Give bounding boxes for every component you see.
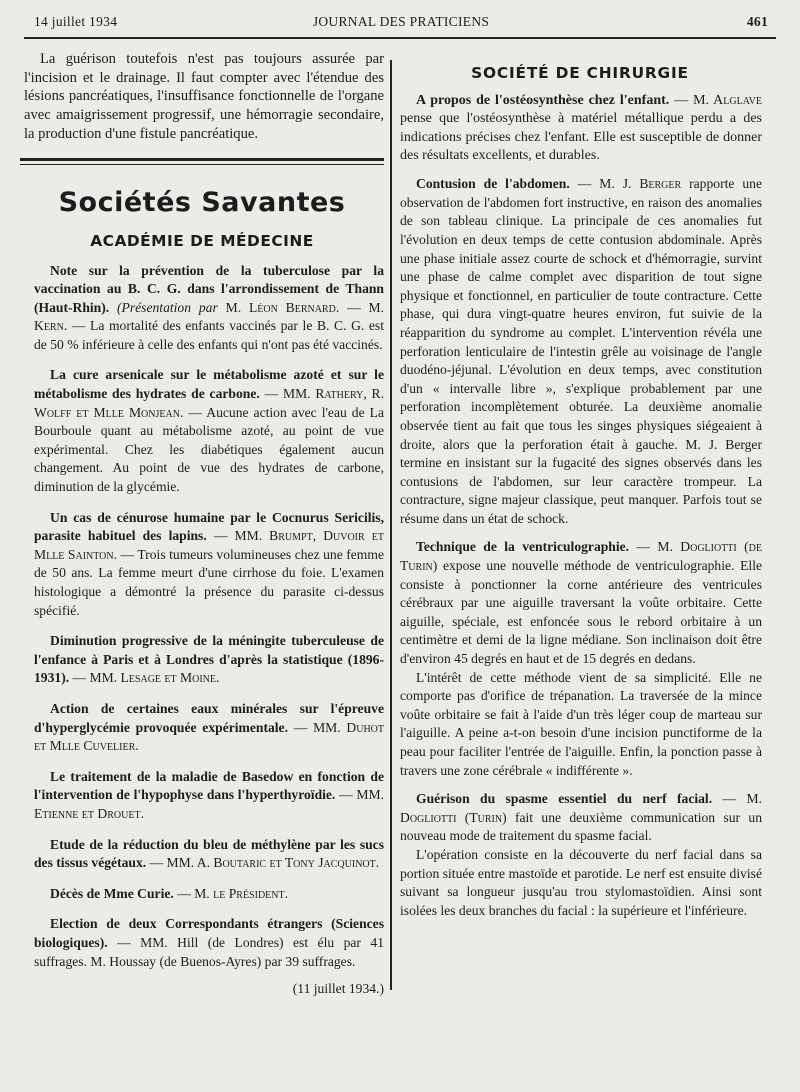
article-text — [400, 175, 762, 528]
article-title: Décès de Mme Curie. — [50, 885, 174, 901]
article-item — [398, 175, 762, 528]
article-body: — Aucune action avec l'eau de La Bourboule quant au métabolisme azoté, au point de vue expérimental. Chez les diabétiques également aucun changement. Au point de vue des hydrates de carbone, diminution de la glycémie. — [34, 404, 384, 495]
article-authors: — MM. Etienne et Drouet. — [34, 787, 384, 821]
article-authors: — MM. Brumpt, Duvoir et Mlle Sainton. — [34, 528, 384, 562]
article-body-continued: L'intérêt de cette méthode vient de sa simplicité. Elle ne comporte pas d'orifice de trépanation. La traversée de la mince voûte orbitaire se fait à l'aide d'un très léger coup de marteau sur l'aiguille. A peine a-t-on besoin d'une incision punctiforme de la peau pour faciliter l'entrée de l'aiguille. Enfin, la ponction passe à travers une zone cérébrale « indifférente ». — [400, 669, 762, 778]
article-text — [400, 790, 762, 846]
header-journal-title: JOURNAL DES PRATICIENS — [312, 14, 490, 29]
section-title: Sociétés Savantes — [58, 186, 346, 218]
dated-signature: (11 juillet 1934.) — [292, 981, 384, 997]
article-item — [20, 915, 384, 971]
article-authors: M. Léon Bernard. — [225, 299, 340, 315]
article-authors: — MM. Rathery, R. Wolff et Mlle Monjean. — [34, 386, 384, 420]
article-text — [34, 700, 384, 756]
article-authors: — M. Dogliotti (Turin) — [400, 791, 762, 825]
article-item — [398, 790, 762, 920]
article-body: — Trois tumeurs volumineuses chez une femme de 50 ans. La femme meurt d'une cirrhose du foie. L'examen histologique a démontré la présence du parasite ci-dessus spécifié. — [34, 546, 384, 618]
article-body: rapporte une observation de l'abdomen fort instructive, en raison des anomalies de son tableau clinique. La principale de ces anomalies fut l'évolution en deux temps de cette contusion abdominale. Après une phase initiale assez courte de schock et d'hémorragie, survint une phase de calme complet avec disparition de tout signe physique et fonctionnel, en particulier de toute contracture. Cette phase, qui dura vingt-quatre heures environ, fut suivie de la réapparition du syndrome au complet. L'intervention révéla une perforation lenticulaire de l'intestin grêle au voisinage de l'angle duodéno-jéjunal. L'évolution en deux temps, avec constitution d'un « intervalle libre », s'explique probablement par une perforation incomplètement obturée. La deuxième anomalie observée tient au fait que tous les singes physiques siégeaient à droite, alors que la perforation était à gauche. M. J. Berger termine en insistant sur la fugacité des signes observés dans les contusions de l'abdomen, sur leur caractère trompeur. La contracture, signe majeur classique, peut manquer. Parfois tout se résume dans un état de schock. — [400, 176, 762, 526]
article-authors: — M. Alglave — [674, 93, 762, 108]
article-authors: — MM. Hill (de Londres) est élu par 41 suffrages. M. Houssay (de Buenos-Ayres) par 39 suffrages. — [34, 934, 384, 969]
article-text — [34, 509, 384, 621]
article-title: Le traitement de la maladie de Basedow en fonction de l'intervention de l'hypophyse dans l'hyperthyroïdie. — [34, 768, 384, 803]
article-text — [34, 768, 384, 824]
column-divider — [390, 60, 392, 990]
article-item — [20, 885, 384, 904]
article-item — [398, 538, 762, 780]
page-header — [34, 14, 768, 34]
article-item — [20, 262, 384, 355]
article-title: Guérison du spasme essentiel du nerf facial. — [416, 791, 713, 807]
academy-title: ACADÉMIE DE MÉDECINE — [90, 231, 314, 250]
surgery-society-title: SOCIÉTÉ DE CHIRURGIE — [471, 64, 689, 82]
article-item — [20, 366, 384, 496]
article-item — [398, 92, 762, 165]
article-title: Contusion de l'abdomen. — [416, 176, 570, 192]
article-title: Note sur la prévention de la tuberculose par la vaccination au B. C. G. dans l'arrondissement de Thann (Haut-Rhin). — [34, 262, 384, 315]
right-column — [398, 42, 762, 1056]
article-authors: — M. le Président. — [177, 885, 288, 901]
article-title: Election de deux Correspondants étrangers (Sciences biologiques). — [34, 916, 384, 950]
section-separator — [20, 158, 384, 165]
article-body: — La mortalité des enfants vaccinés par le B. C. G. est de 50 % inférieure à celle des enfants qui n'ont pas été vaccinés. — [34, 318, 384, 352]
article-authors: — MM. A. Boutaric et Tony Jacquinot. — [149, 855, 380, 871]
article-text — [34, 262, 384, 355]
article-text — [34, 366, 384, 496]
article-text — [400, 538, 762, 668]
article-body-continued: L'opération consiste en la découverte du nerf facial dans sa portion située entre mastoïde et parotide. Le nerf est ensuite divisé suivant sa longueur jusqu'au trou stylomastoïdien. Ainsi sont isolées les deux branches du facial : la supérieure et l'inférieure. — [400, 846, 762, 918]
article-item — [20, 700, 384, 756]
article-title: Diminution progressive de la méningite tuberculeuse de l'enfance à Paris et à Londres d'après la statistique (1896-1931). — [34, 633, 384, 686]
article-authors: — M. Kern. — [34, 299, 384, 334]
article-text — [34, 885, 384, 904]
left-column — [20, 42, 384, 1056]
article-title: Technique de la ventriculographie. — [416, 539, 630, 555]
article-title: La cure arsenicale sur le métabolisme azoté et sur le métabolisme des hydrates de carbone. — [34, 367, 384, 402]
header-date: 14 juillet 1934 — [34, 14, 118, 29]
article-authors: — M. Dogliotti (de Turin) — [400, 539, 762, 574]
article-authors: — MM. Lesage et Moine. — [72, 670, 220, 686]
article-title: Un cas de cénurose humaine par le Cocnurus Sericilis, parasite habituel des lapins. — [34, 509, 384, 544]
article-body: fait une deuxième communication sur un nouveau mode de traitement du spasme facial. — [400, 809, 762, 844]
article-authors: — MM. Duhot et Mlle Cuvelier. — [34, 719, 384, 754]
article-authors: — M. J. Berger — [577, 176, 682, 192]
article-body: pense que l'ostéosynthèse à matériel métallique perdu a des indications précises chez l'enfant. Elle est susceptible de donner des résultats excellents, et durables. — [400, 111, 762, 163]
article-item — [20, 836, 384, 873]
article-item — [20, 632, 384, 688]
article-title: Action de certaines eaux minérales sur l'épreuve d'hyperglycémie provoquée expérimentale. — [34, 700, 384, 735]
header-rule — [24, 37, 776, 39]
article-item — [20, 509, 384, 621]
article-title: Etude de la réduction du bleu de méthylène par les sucs des tissus végétaux. — [34, 836, 384, 871]
presentation-label: (Présentation par — [117, 299, 218, 315]
article-text — [34, 632, 384, 688]
article-body: expose une nouvelle méthode de ventriculographie. Elle consiste à ponctionner la corne antérieure des ventricules cérébraux par une aiguille traversant la voûte orbitaire. Cette aiguille, spéciale, est enfoncée sous le rebord orbitaire à un centimètre et demi de la ligne médiane. Son inclinaison doit être d'environ 45 degrés en haut et de 15 degrés en dedans. — [400, 558, 762, 667]
article-title: A propos de l'ostéosynthèse chez l'enfant. — [416, 93, 670, 108]
intro-paragraph: La guérison toutefois n'est pas toujours assurée par l'incision et le drainage. Il faut compter avec l'étendue des lésions pancréatiques, l'insuffisance fonctionnelle de l'organe avec amaigrissement progressif, une hémorragie secondaire, la production d'une fistule pancréatique. — [24, 51, 384, 142]
header-page-number: 461 — [746, 14, 768, 29]
article-text — [34, 836, 384, 873]
article-text — [400, 92, 762, 165]
article-text — [34, 915, 384, 971]
article-item — [20, 768, 384, 824]
